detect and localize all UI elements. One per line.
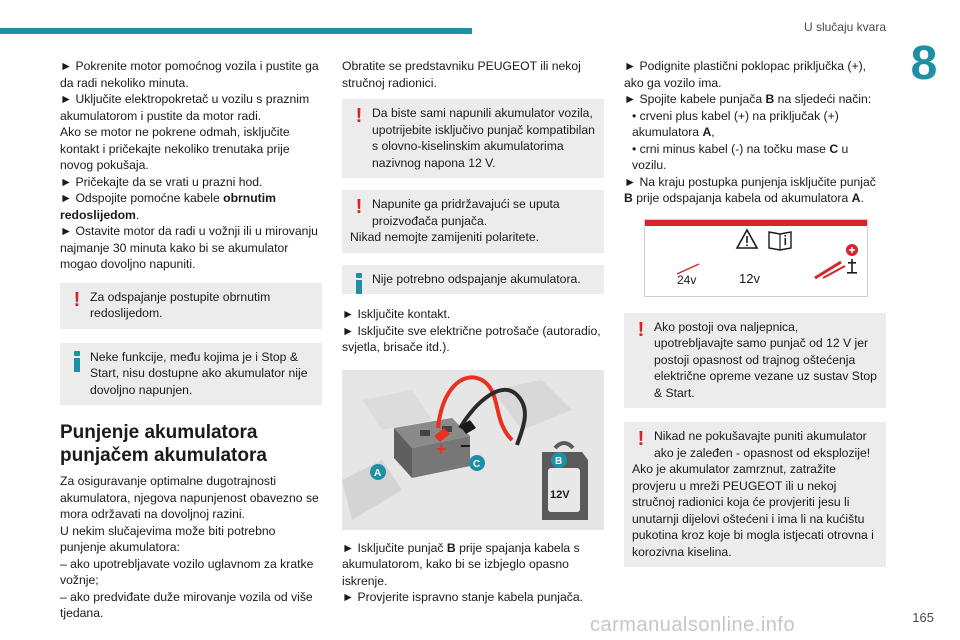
paragraph: U nekim slučajevima može biti potrebno punjenje akumulatora: — [60, 523, 276, 554]
warning-text: Nikad ne pokušavajte puniti akumulator ako je zaleđen - opasnost od eksplozije! — [654, 429, 871, 460]
warning-icon: ! — [637, 318, 645, 341]
charger-voltage-label: 12V — [550, 488, 570, 501]
header-bar — [0, 28, 472, 34]
warning-icon: ! — [73, 288, 81, 311]
label-24v: 24v — [677, 272, 697, 287]
text: • crni minus kabel (-) na točku mase — [632, 141, 830, 156]
column-3 — [624, 58, 886, 567]
section-title: U slučaju kvara — [803, 20, 886, 34]
text: u vozilu. — [632, 141, 849, 172]
text: . — [135, 207, 140, 222]
warning-box — [60, 283, 322, 329]
paragraph — [60, 190, 322, 223]
text: prije odspajanja kabela od akumulatora — [632, 191, 852, 205]
paragraph: Obratite se predstavniku PEUGEOT ili nekoj stručnoj radionici. — [342, 59, 581, 90]
page-number: 165 — [912, 610, 934, 625]
info-icon — [72, 351, 82, 372]
label-12v: 12v — [739, 270, 760, 286]
manual-book-icon — [769, 232, 791, 250]
warning-text: Nikad nemojte zamijeniti polaritete. — [350, 230, 539, 244]
warning-text: Napunite ga pridržavajući se uputa proizvođača punjača. — [372, 197, 560, 228]
warning-box — [342, 99, 604, 178]
bold-text: B — [765, 92, 775, 106]
column-2 — [342, 58, 604, 606]
bold-text: C — [829, 141, 839, 156]
paragraph: ► Pokrenite motor pomoćnog vozila i pustite ga da radi nekoliko minuta. — [60, 59, 319, 90]
svg-text:−: − — [460, 435, 471, 456]
warning-box — [342, 190, 604, 253]
paragraph: ► Pričekajte da se vrati u prazni hod. — [60, 174, 263, 189]
charger-icon — [542, 443, 588, 520]
paragraph — [342, 540, 604, 590]
info-text: Nije potrebno odspajanje akumulatora. — [372, 271, 581, 286]
text: . — [860, 191, 864, 205]
bold-text: obrnutim redoslijedom — [60, 191, 276, 222]
label-b: B — [555, 455, 563, 467]
paragraph: ► Podignite plastični poklopac priključka (+), ako ga vozilo ima. — [624, 59, 867, 90]
battery-charging-illustration — [342, 370, 604, 530]
text: ► Odspojite pomoćne kabele — [60, 191, 224, 205]
bold-text: B — [624, 191, 633, 205]
warning-triangle-icon — [737, 230, 757, 248]
svg-text:+: + — [436, 438, 447, 459]
info-box — [342, 265, 604, 295]
info-text: Neke funkcije, među kojima je i Stop & Start, nisu dostupne ako akumulator nije dovoljno napunjen. — [90, 349, 308, 397]
text: • crveni plus kabel (+) na priključak (+) akumulatora — [632, 108, 839, 139]
label-a: A — [374, 467, 382, 479]
info-box — [60, 343, 322, 406]
warning-text: Za odspajanje postupite obrnutim redoslijedom. — [90, 289, 271, 320]
paragraph: ► Ostavite motor da radi u vožnji ili u mirovanju najmanje 30 minuta kako bi se akumulator mogao dovoljno napuniti. — [60, 224, 318, 271]
watermark: carmanualsonline.info — [590, 614, 796, 636]
warning-box — [624, 313, 886, 409]
text: prije spajanja kabela s akumulatorom, kako bi se izbjeglo opasno iskrenje. — [342, 540, 580, 588]
warning-text: Ako postoji ova naljepnica, upotrebljavajte samo punjač od 12 V jer postoji opasnost od trajnog oštećenja električne opreme vezane uz sustav Stop & Start. — [654, 319, 877, 400]
warning-icon: ! — [637, 428, 645, 450]
column-1 — [60, 58, 322, 622]
bold-text: A — [851, 191, 861, 205]
bullet-item — [624, 141, 886, 174]
warning-text: Da biste sami napunili akumulator vozila, upotrijebite isključivo punjač kompatibilan s olovno-kiselinskim akumulatorima nazivnog napona 12 V. — [372, 106, 595, 170]
paragraph: – ako upotrebljavate vozilo uglavnom za kratke vožnje; — [60, 556, 314, 587]
paragraph: – ako predviđate duže mirovanje vozila od više tjedana. — [60, 589, 313, 620]
paragraph: ► Uključite elektropokretač u vozilu s praznim akumulatorom i pustite da motor radi. — [60, 92, 310, 123]
stop-start-label-sticker — [644, 219, 868, 297]
bold-text: A — [702, 125, 712, 139]
info-icon — [354, 273, 364, 294]
section-heading: Punjenje akumulatora punjačem akumulatora — [60, 422, 267, 466]
paragraph: Ako se motor ne pokrene odmah, isključite kontakt i pričekajte nekoliko trenutaka prije novog pokušaja. — [60, 125, 290, 172]
chapter-number: 8 — [910, 37, 938, 90]
text: ► Spojite kabele punjača — [624, 92, 766, 106]
paragraph — [624, 91, 886, 108]
paragraph: Za osiguravanje optimalne dugotrajnosti akumulatora, njegova napunjenost obavezno se mora održavati na dovoljnoj razini. — [60, 474, 319, 521]
label-c: C — [473, 458, 481, 470]
warning-text: Ako je akumulator zamrznut, zatražite provjeru u mreži PEUGEOT ili u nekoj stručnoj radionici koja će provjeriti jesu li unutarnji dijelovi oštećeni i ima li na kućištu pukotina kroz koje bi mogla istjecati otrovna i korozivna kiselina. — [632, 462, 874, 559]
warning-icon: ! — [355, 196, 363, 218]
bullet-item — [624, 108, 886, 141]
paragraph: ► Isključite kontakt. — [342, 307, 451, 321]
text: ► Na kraju postupka punjenja isključite punjač — [624, 174, 876, 189]
paragraph — [624, 174, 886, 207]
warning-icon: ! — [355, 105, 363, 127]
paragraph: ► Isključite sve električne potrošače (autoradio, svjetla, brisače itd.). — [342, 323, 601, 354]
text: ► Isključite punjač — [342, 540, 447, 555]
text: , — [711, 125, 715, 139]
text: na sljedeći način: — [774, 92, 872, 106]
paragraph: ► Provjerite ispravno stanje kabela punjača. — [342, 590, 584, 604]
charging-diagram — [342, 370, 604, 530]
warning-box — [624, 422, 886, 567]
bold-text: B — [446, 540, 456, 555]
